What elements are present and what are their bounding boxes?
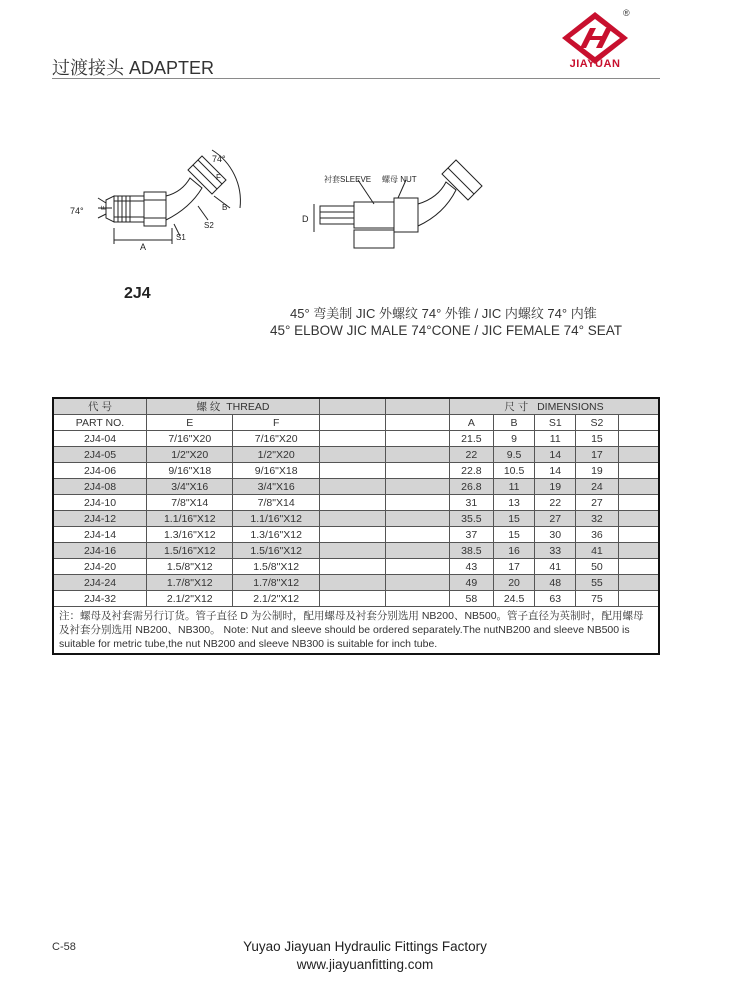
cell-empty: [385, 431, 449, 447]
cell-empty: [319, 543, 385, 559]
cell-empty: [618, 543, 659, 559]
cell-part: 2J4-05: [53, 447, 147, 463]
hex-section: [394, 198, 418, 232]
cell-b: 10.5: [493, 463, 535, 479]
cell-empty: [618, 447, 659, 463]
cell-s1: 27: [535, 511, 576, 527]
cell-a: 49: [450, 575, 494, 591]
cell-s2: 41: [576, 543, 619, 559]
header-divider: [52, 78, 660, 79]
cell-empty: [319, 511, 385, 527]
dim-f-label: F: [216, 173, 221, 182]
col-empty: [319, 415, 385, 431]
cell-s2: 55: [576, 575, 619, 591]
cell-s1: 11: [535, 431, 576, 447]
cell-empty: [618, 511, 659, 527]
cell-empty: [385, 543, 449, 559]
cell-f: 1.1/16"X12: [233, 511, 319, 527]
col-empty: [618, 415, 659, 431]
cell-f: 1.5/8"X12: [233, 559, 319, 575]
table-row: [53, 511, 659, 527]
table-note-row: [53, 607, 659, 655]
cell-empty: [618, 591, 659, 607]
cell-a: 31: [450, 495, 494, 511]
dim-e-label: E: [101, 205, 108, 210]
cell-empty: [385, 575, 449, 591]
cell-s2: 75: [576, 591, 619, 607]
cell-b: 24.5: [493, 591, 535, 607]
elbow-dimension-drawing: [62, 148, 252, 258]
page-title: 过渡接头 ADAPTER: [52, 58, 215, 78]
dim-d-label: D: [302, 214, 309, 224]
table-body: [53, 431, 659, 607]
cell-f: 1.7/8"X12: [233, 575, 319, 591]
cell-part: 2J4-08: [53, 479, 147, 495]
thread-header-en: THREAD: [226, 401, 270, 413]
cell-e: 1.3/16"X12: [147, 527, 233, 543]
cell-s1: 14: [535, 463, 576, 479]
cell-e: 7/16"X20: [147, 431, 233, 447]
cell-a: 22.8: [450, 463, 494, 479]
cell-f: 1.5/16"X12: [233, 543, 319, 559]
cell-empty: [385, 479, 449, 495]
cell-f: 1/2"X20: [233, 447, 319, 463]
col-empty: [385, 415, 449, 431]
cell-s2: 24: [576, 479, 619, 495]
cell-empty: [385, 495, 449, 511]
cell-s2: 27: [576, 495, 619, 511]
cell-empty: [618, 431, 659, 447]
cell-b: 9.5: [493, 447, 535, 463]
cell-f: 1.3/16"X12: [233, 527, 319, 543]
angle-left-label: 74°: [70, 206, 84, 216]
cell-e: 2.1/2"X12: [147, 591, 233, 607]
cell-a: 38.5: [450, 543, 494, 559]
cell-empty: [319, 591, 385, 607]
description-chinese: 45° 弯美制 JIC 外螺纹 74° 外锥 / JIC 内螺纹 74° 内锥: [290, 306, 597, 321]
cell-empty: [618, 527, 659, 543]
dim-a-label: A: [140, 242, 147, 252]
cell-e: 1/2"X20: [147, 447, 233, 463]
cell-s1: 63: [535, 591, 576, 607]
cell-b: 9: [493, 431, 535, 447]
cell-f: 9/16"X18: [233, 463, 319, 479]
cell-empty: [385, 511, 449, 527]
col-b: B: [493, 415, 535, 431]
table-column-header: [53, 415, 659, 431]
cell-s1: 14: [535, 447, 576, 463]
table-row: [53, 463, 659, 479]
col-part-no: PART NO.: [53, 415, 147, 431]
col-e: E: [147, 415, 233, 431]
cell-part: 2J4-14: [53, 527, 147, 543]
cell-b: 16: [493, 543, 535, 559]
table-row: [53, 575, 659, 591]
dimensions-group-header: [450, 398, 660, 415]
cell-e: 1.1/16"X12: [147, 511, 233, 527]
col-s1: S1: [535, 415, 576, 431]
cell-s1: 19: [535, 479, 576, 495]
table-row: [53, 527, 659, 543]
cell-b: 15: [493, 511, 535, 527]
cell-a: 21.5: [450, 431, 494, 447]
cell-a: 26.8: [450, 479, 494, 495]
nut-label: 螺母 NUT: [382, 175, 417, 184]
cell-b: 15: [493, 527, 535, 543]
cell-empty: [618, 559, 659, 575]
hex-body: [144, 192, 166, 226]
empty-header-cell: [385, 398, 449, 415]
cell-empty: [319, 463, 385, 479]
cell-empty: [319, 479, 385, 495]
cell-f: 3/4"X16: [233, 479, 319, 495]
cell-b: 13: [493, 495, 535, 511]
table-row: [53, 543, 659, 559]
cell-part: 2J4-24: [53, 575, 147, 591]
table-row: [53, 495, 659, 511]
cell-s2: 17: [576, 447, 619, 463]
nut-body: [442, 160, 482, 200]
table-group-header: [53, 398, 659, 415]
col-s2: S2: [576, 415, 619, 431]
cell-b: 20: [493, 575, 535, 591]
empty-header-cell: [319, 398, 385, 415]
cell-empty: [618, 495, 659, 511]
cell-a: 43: [450, 559, 494, 575]
company-name: Yuyao Jiayuan Hydraulic Fittings Factory: [243, 939, 487, 954]
cell-a: 22: [450, 447, 494, 463]
cell-empty: [385, 591, 449, 607]
cell-f: 7/16"X20: [233, 431, 319, 447]
cell-empty: [319, 447, 385, 463]
cell-empty: [385, 527, 449, 543]
cell-s2: 19: [576, 463, 619, 479]
dimensions-table: [52, 397, 660, 655]
cell-e: 1.7/8"X12: [147, 575, 233, 591]
cell-e: 7/8"X14: [147, 495, 233, 511]
cell-a: 35.5: [450, 511, 494, 527]
cell-empty: [618, 479, 659, 495]
table-row: [53, 591, 659, 607]
cell-part: 2J4-32: [53, 591, 147, 607]
cell-part: 2J4-10: [53, 495, 147, 511]
description-english: 45° ELBOW JIC MALE 74°CONE / JIC FEMALE 74° SEAT: [270, 323, 623, 338]
elbow-bend-assembly: [418, 182, 456, 226]
cell-f: 7/8"X14: [233, 495, 319, 511]
sleeve-label: 衬套SLEEVE: [324, 175, 372, 184]
page-number: C-58: [52, 941, 76, 953]
cell-part: 2J4-20: [53, 559, 147, 575]
brand-name: JIAYUAN: [569, 58, 621, 70]
cell-empty: [319, 575, 385, 591]
cell-e: 3/4"X16: [147, 479, 233, 495]
nut-below: [354, 230, 394, 248]
model-code: 2J4: [124, 285, 151, 302]
table-row: [53, 559, 659, 575]
cell-empty: [618, 575, 659, 591]
cell-s2: 50: [576, 559, 619, 575]
dim-s1-label: S1: [176, 233, 186, 242]
cell-empty: [319, 527, 385, 543]
tube-end: [320, 206, 354, 224]
cell-empty: [385, 559, 449, 575]
cell-part: 2J4-12: [53, 511, 147, 527]
cell-f: 2.1/2"X12: [233, 591, 319, 607]
table-row: [53, 479, 659, 495]
cell-part: 2J4-06: [53, 463, 147, 479]
cell-part: 2J4-04: [53, 431, 147, 447]
registered-mark: ®: [623, 8, 630, 18]
cell-s2: 32: [576, 511, 619, 527]
cell-s2: 36: [576, 527, 619, 543]
cell-empty: [319, 495, 385, 511]
elbow-bend: [166, 178, 202, 220]
code-header-cn: 代 号: [53, 398, 147, 415]
cell-e: 1.5/16"X12: [147, 543, 233, 559]
dim-s2-label: S2: [204, 221, 214, 230]
cell-empty: [319, 559, 385, 575]
thread-group-header: [147, 398, 320, 415]
cell-empty: [319, 431, 385, 447]
cell-empty: [618, 463, 659, 479]
dim-header-en: DIMENSIONS: [537, 401, 604, 413]
assembly-drawing: [298, 152, 504, 262]
cell-s2: 15: [576, 431, 619, 447]
col-f: F: [233, 415, 319, 431]
thread-header-cn: 螺 纹: [196, 401, 221, 413]
cell-b: 11: [493, 479, 535, 495]
cell-e: 9/16"X18: [147, 463, 233, 479]
cell-s1: 30: [535, 527, 576, 543]
cell-a: 37: [450, 527, 494, 543]
table-note: 注：螺母及衬套需另行订货。管子直径 D 为公制时，配用螺母及衬套分别选用 NB200、NB500。管子直径为英制时，配用螺母及衬套分别选用 NB200、NB300。 Note: Nut and sleeve should be ordered separately.The nutNB200 and sleeve NB500 is suitable for metric tube,the nut NB200 and sleeve NB300 is suitable for inch tube.: [53, 607, 659, 655]
table-row: [53, 431, 659, 447]
website: www.jiayuanfitting.com: [296, 957, 434, 972]
cell-s1: 41: [535, 559, 576, 575]
dim-b-label: B: [222, 203, 228, 212]
cell-e: 1.5/8"X12: [147, 559, 233, 575]
dim-header-cn: 尺 寸: [504, 401, 529, 413]
cell-empty: [385, 447, 449, 463]
cell-a: 58: [450, 591, 494, 607]
cell-s1: 48: [535, 575, 576, 591]
col-a: A: [450, 415, 494, 431]
table-row: [53, 447, 659, 463]
cell-empty: [385, 463, 449, 479]
sleeve-body: [354, 202, 394, 228]
cell-b: 17: [493, 559, 535, 575]
cell-part: 2J4-16: [53, 543, 147, 559]
cell-s1: 22: [535, 495, 576, 511]
cell-s1: 33: [535, 543, 576, 559]
angle-top-label: 74°: [212, 154, 226, 164]
